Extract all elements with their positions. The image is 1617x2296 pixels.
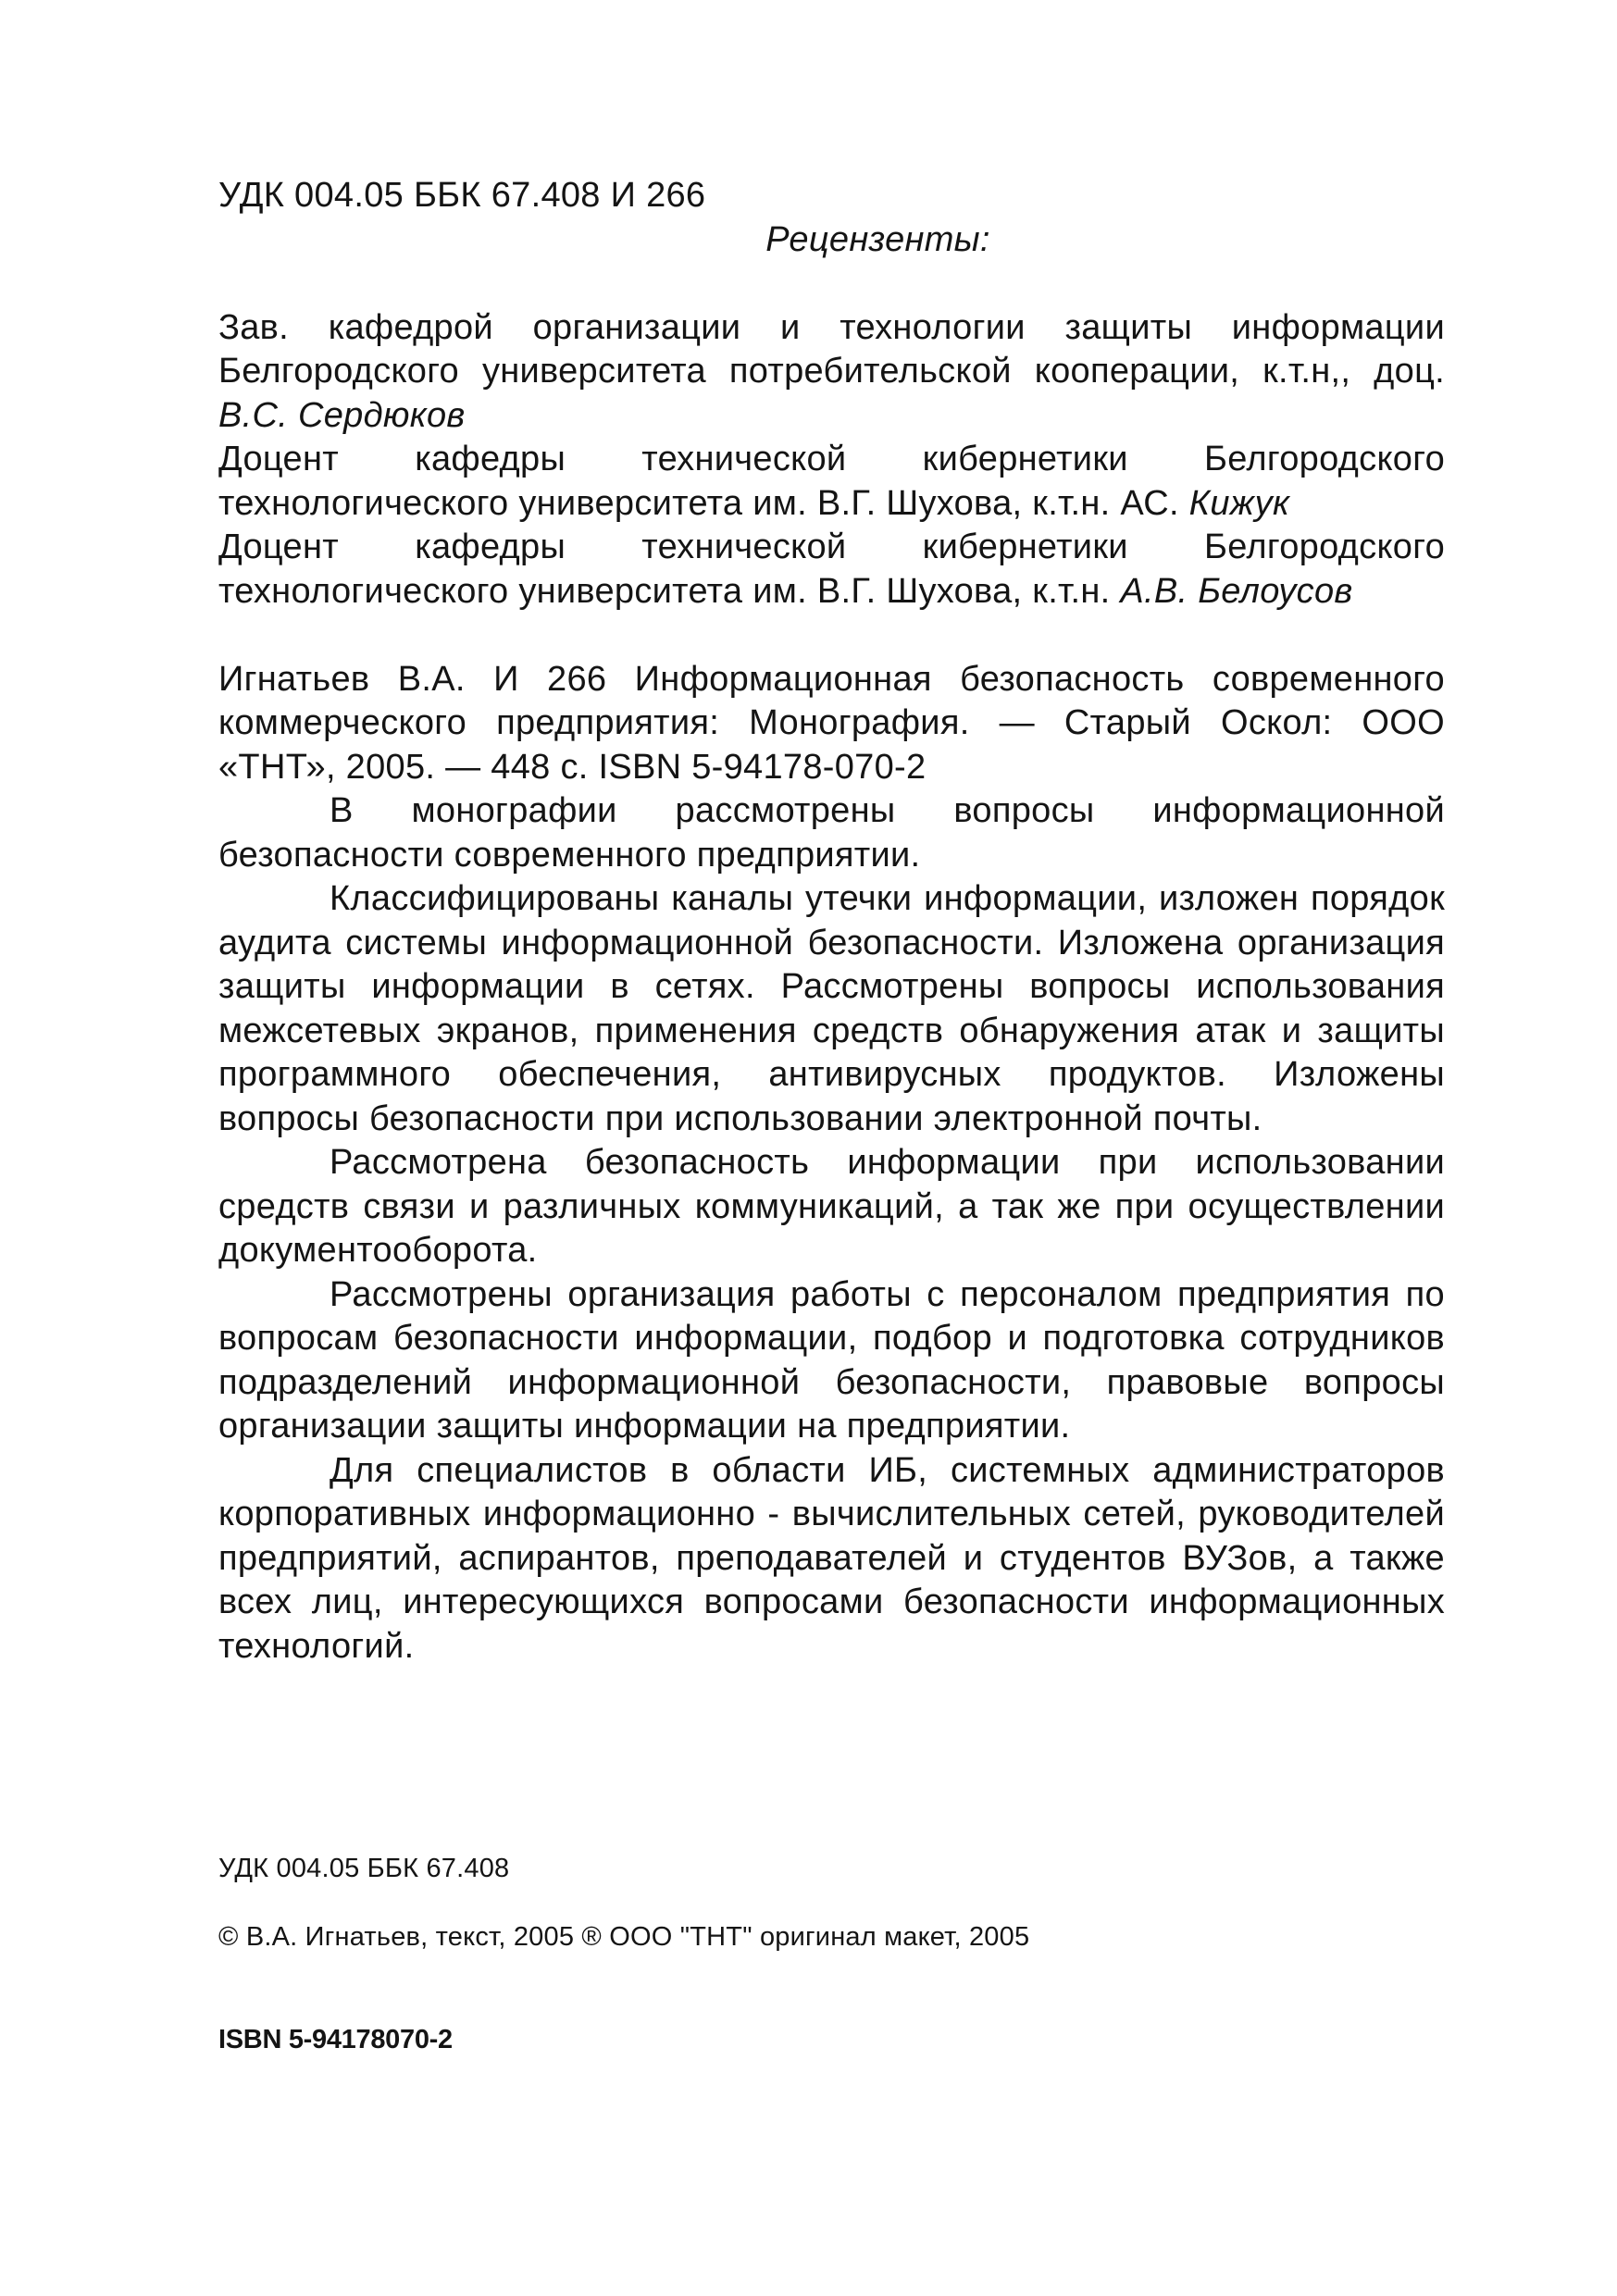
main-text-block bbox=[218, 174, 1445, 1669]
reviewer-3 bbox=[218, 526, 1445, 614]
copyright-line: © В.А. Игнатьев, текст, 2005 ® ООО "ТНТ" оригинал макет, 2005 bbox=[218, 1922, 1030, 1952]
reviewer-2-text: Доцент кафедры технической кибернетики Белгородского технологического университета им. В.Г. Шухова, к.т.н. АС. bbox=[218, 440, 1445, 523]
reviewer-3-text: Доцент кафедры технической кибернетики Белгородского технологического университета им. В.Г. Шухова, к.т.н. bbox=[218, 527, 1445, 611]
spacer bbox=[218, 614, 1445, 658]
reviewer-1 bbox=[218, 306, 1445, 439]
abstract-paragraph-5: Для специалистов в области ИБ, системных администраторов корпоративных информационно - вычислительных сетей, руководителей предприятий, аспирантов, преподавателей и студентов ВУЗов, а также всех лиц, интересующихся вопросами безопасности информационных технологий. bbox=[218, 1450, 1445, 1666]
abstract-paragraph-4: Рассмотрены организация работы с персоналом предприятия по вопросам безопасности информации, подбор и подготовка сотрудников подразделений информационной безопасности, правовые вопросы организации защиты информации на предприятии. bbox=[218, 1274, 1445, 1446]
reviewer-1-text: Зав. кафедрой организации и технологии защиты информации Белгородского университета потребительской кооперации, к.т.н,, доц. bbox=[218, 307, 1445, 391]
reviewer-3-name: А.В. Белоусов bbox=[1120, 571, 1353, 611]
udk-footer: УДК 004.05 ББК 67.408 bbox=[218, 1854, 510, 1883]
isbn-footer: ISBN 5-94178070-2 bbox=[218, 2025, 453, 2054]
reviewer-2 bbox=[218, 438, 1445, 526]
reviewer-2-name: Кижук bbox=[1188, 483, 1290, 523]
bibliographic-record: Игнатьев В.А. И 266 Информационная безопасность современного коммерческого предприятия: Монография. — Старый Оскол: ООО «ТНТ», 2005. — 448 с. ISBN 5-94178-070-2 bbox=[218, 659, 1445, 787]
reviewers-title: Рецензенты: bbox=[765, 219, 990, 259]
reviewer-1-name: В.С. Сердюков bbox=[218, 395, 466, 435]
udk-header: УДК 004.05 ББК 67.408 И 266 bbox=[218, 176, 706, 215]
abstract-paragraph-2: Классифицированы каналы утечки информации, изложен порядок аудита системы информационной безопасности. Изложена организация защиты информации в сетях. Рассмотрены вопросы использования межсетевых экранов, применения средств обнаружения атак и защиты программного обеспечения, антивирусных продуктов. Изложены вопросы безопасности при использовании электронной почты. bbox=[218, 879, 1445, 1138]
abstract-paragraph-1: В монографии рассмотрены вопросы информационной безопасности современного предприятии. bbox=[218, 791, 1445, 875]
spacer bbox=[218, 262, 1445, 306]
abstract-paragraph-3: Рассмотрена безопасность информации при использовании средств связи и различных коммуникаций, а так же при осуществлении документооборота. bbox=[218, 1143, 1445, 1270]
